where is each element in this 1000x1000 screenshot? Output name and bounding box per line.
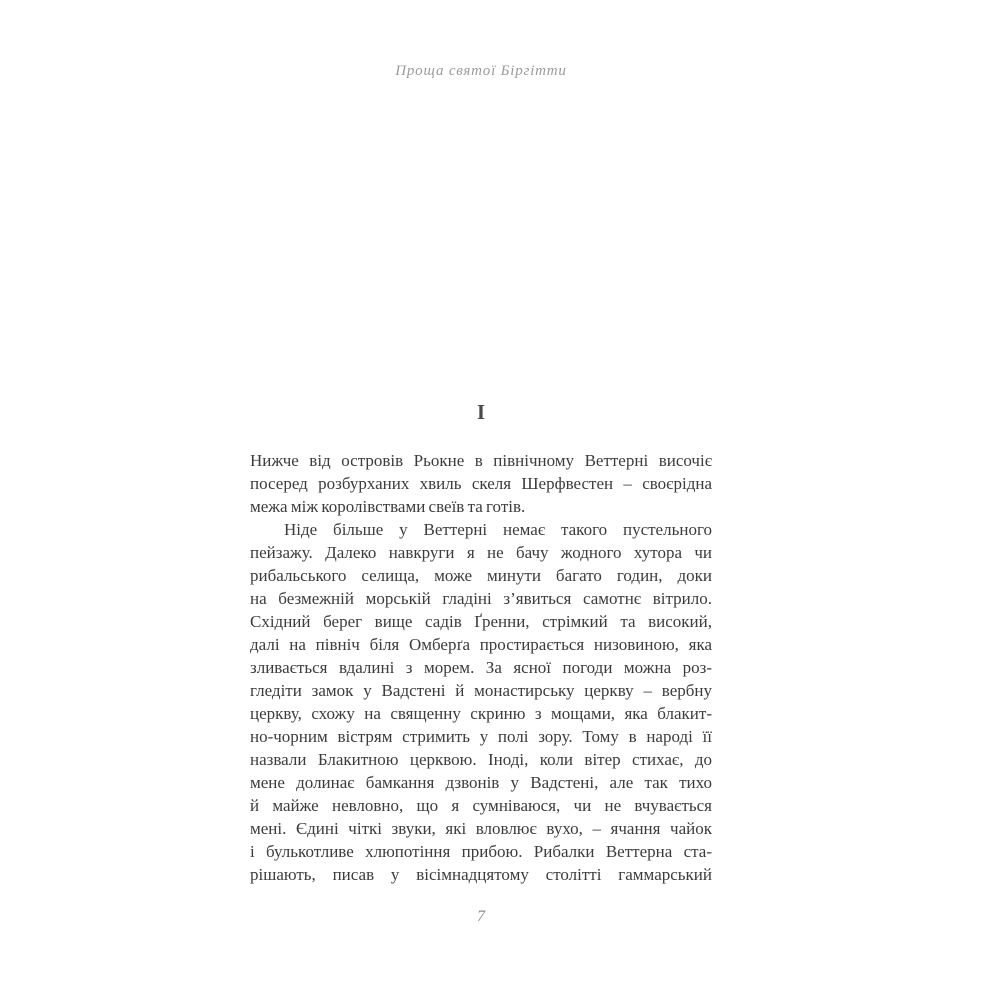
text-line: посеред розбурханих хвиль скеля Шерфвестен – своєрідна: [250, 474, 712, 493]
text-line: мене долинає бамкання дзвонів у Вадстені, але так тихо: [250, 773, 712, 792]
text-line: на безмежній морській гладіні з’явиться самотнє вітрило.: [250, 589, 712, 608]
text-line: й майже невловно, що я сумніваюся, чи не вчувається: [250, 796, 712, 815]
text-line: Нижче від островів Рьокне в північному Веттерні височіє: [250, 451, 712, 470]
text-line: назвали Блакитною церквою. Іноді, коли вітер стихає, до: [250, 750, 712, 769]
text-line: Східний берег вище садів Ґренни, стрімкий та високий,: [250, 612, 712, 631]
text-line: гледіти замок у Вадстені й монастирську церкву – вербну: [250, 681, 712, 700]
page-number: 7: [477, 908, 485, 925]
text-line: далі на північ біля Омберґа простирається низовиною, яка: [250, 635, 712, 654]
text-line: рішають, писав у вісімнадцятому столітті гаммарський: [250, 865, 712, 884]
text-line: мені. Єдині чіткі звуки, які вловлює вухо, – ячання чайок: [250, 819, 712, 838]
body-text: [250, 449, 712, 886]
text-line: Ніде більше у Веттерні немає такого пустельного: [284, 520, 712, 539]
text-line: пейзажу. Далеко навкруги я не бачу жодного хутора чи: [250, 543, 712, 562]
text-line: но-чорним вістрям стримить у полі зору. Тому в народі її: [250, 727, 712, 746]
chapter-number: I: [476, 400, 486, 424]
text-line: зливається вдалині з морем. За ясної погоди можна роз-: [250, 658, 712, 677]
text-line: рибальського селища, може минути багато годин, доки: [250, 566, 712, 585]
text-line: межа між королівствами свеїв та готів.: [250, 497, 526, 516]
text-line: церкву, схожу на священну скриню з мощами, яка блакит-: [250, 704, 712, 723]
running-head: Проща святої Біргітти: [395, 63, 567, 79]
text-line: і булькотливе хлюпотіння прибою. Рибалки Веттерна ста-: [250, 842, 712, 861]
